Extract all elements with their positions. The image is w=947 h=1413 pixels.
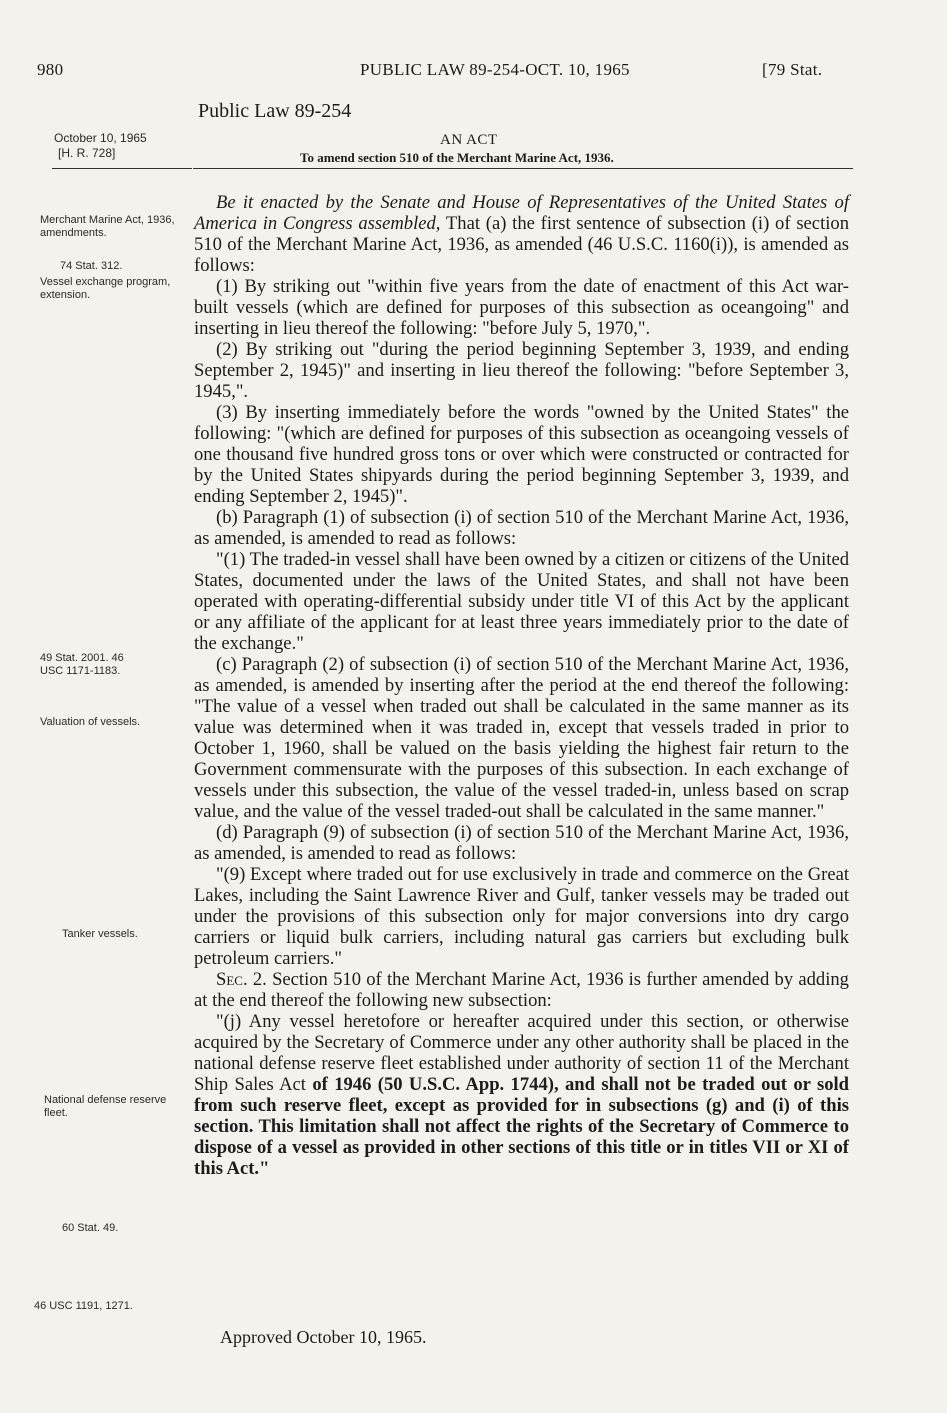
paragraph-d: (d) Paragraph (9) of subsection (i) of section 510 of the Merchant Marine Act, 1936, as amended, is amended to read as follows:: [194, 822, 849, 864]
enacting-italic: Be it enacted by the Senate and House of Representatives of the United States of America in Congress assembled,: [194, 192, 849, 234]
paragraph-j-text: "(j) Any vessel heretofore or hereafter acquired under this section, or otherwise acquired by the Secretary of Commerce under any other authority shall be placed in the national defense reserve fleet established under authority of section 11 of the Merchant Ship Sales Act: [194, 1011, 849, 1095]
paragraph-j-bold-text: of 1946 (50 U.S.C. App. 1744), and shall not be traded out or sold from such reserve fleet, except as provided for in subsections (g) and (i) of this section. This limitation shall not affect the rights of the Secretary of Commerce to dispose of a vessel as provided in other sections of this title or in titles VII or XI of this Act.": [194, 1074, 850, 1179]
act-heading: AN ACT: [440, 132, 498, 148]
enacting-clause: [194, 192, 849, 276]
paragraph-b: (b) Paragraph (1) of subsection (i) of section 510 of the Merchant Marine Act, 1936, as amended, is amended to read as follows:: [194, 507, 849, 549]
margin-note-defense-fleet: National defense reserve fleet.: [44, 1094, 167, 1119]
paragraph-a3: (3) By inserting immediately before the words "owned by the United States" the following: "(which are defined for purposes of this subsection as oceangoing vessels of one thousand five hundred gross tons or over which were constructed or contracted for by the United States shipyards during the period beginning September 3, 1939, and ending September 2, 1945)".: [194, 402, 849, 507]
enacting-text: That (a) the first sentence of subsection (i) of section 510 of the Merchant Marine Act, 1936, as amended (46 U.S.C. 1160(i)), is amended as follows:: [194, 213, 849, 276]
margin-bill: [H. R. 728]: [58, 146, 116, 160]
section-2-label: Sec. 2.: [216, 969, 267, 990]
section-2: [194, 969, 849, 1011]
law-title: Public Law 89-254: [198, 100, 352, 122]
volume-reference: [79 Stat.: [762, 60, 823, 79]
heading-divider: [193, 168, 853, 169]
margin-note-vessel-exchange: Vessel exchange program, extension.: [40, 276, 171, 301]
margin-note-usc: 46 USC 1191, 1271.: [34, 1300, 133, 1312]
page-number: 980: [37, 60, 64, 79]
paragraph-a1: (1) By striking out "within five years from the date of enactment of this Act war-built vessels (which are defined for purposes of this subsection as oceangoing" and inserting in lieu thereof the following: "before July 5, 1970,".: [194, 276, 849, 339]
running-title: PUBLIC LAW 89-254-OCT. 10, 1965: [360, 60, 630, 79]
margin-note-tanker: Tanker vessels.: [62, 928, 138, 940]
margin-date: October 10, 1965: [54, 131, 147, 145]
section-2-text: Section 510 of the Merchant Marine Act, 1936 is further amended by adding at the end thereof the following new subsection:: [194, 969, 849, 1011]
paragraph-j: [194, 1011, 849, 1179]
margin-date-block: [54, 131, 214, 161]
approval-date: Approved October 10, 1965.: [220, 1327, 427, 1347]
act-body: [194, 192, 849, 1179]
margin-note-statute-3: 60 Stat. 49.: [62, 1222, 119, 1234]
paragraph-d9: "(9) Except where traded out for use exclusively in trade and commerce on the Great Lakes, including the Saint Lawrence River and Gulf, tanker vessels may be traded out under the provisions of this subsection only for major conversions into dry cargo carriers or liquid bulk carriers, including natural gas carriers but excluding bulk petroleum carriers.": [194, 864, 849, 969]
paragraph-c: (c) Paragraph (2) of subsection (i) of section 510 of the Merchant Marine Act, 1936, as amended, is amended by inserting after the period at the end thereof the following: "The value of a vessel when traded out shall be calculated in the same manner as its value was determined when it was traded in, except that vessels traded in prior to October 1, 1960, shall be valued on the basis yielding the highest fair return to the Government commensurate with the purposes of this subsection. In each exchange of vessels under this subsection, the value of the vessel traded-in, unless based on scrap value, and the value of the vessel traded-out shall be calculated in the same manner.": [194, 654, 849, 822]
margin-note-statute-1: 74 Stat. 312.: [60, 260, 123, 272]
margin-divider: [52, 168, 192, 169]
act-subtitle: To amend section 510 of the Merchant Marine Act, 1936.: [300, 150, 614, 165]
margin-note-statute-2: 49 Stat. 2001. 46 USC 1171-1183.: [40, 652, 124, 677]
paragraph-b1: "(1) The traded-in vessel shall have been owned by a citizen or citizens of the United States, documented under the laws of the United States, and shall not have been operated with operating-differential subsidy under title VI of this Act by the applicant or any affiliate of the applicant for at least three years immediately prior to the date of the exchange.": [194, 549, 849, 654]
margin-note-valuation: Valuation of vessels.: [40, 716, 141, 728]
paragraph-a2: (2) By striking out "during the period beginning September 3, 1939, and ending September 2, 1945)" and inserting in lieu thereof the following: "before September 3, 1945,".: [194, 339, 849, 402]
margin-note-amendments: Merchant Marine Act, 1936, amendments.: [40, 214, 175, 239]
